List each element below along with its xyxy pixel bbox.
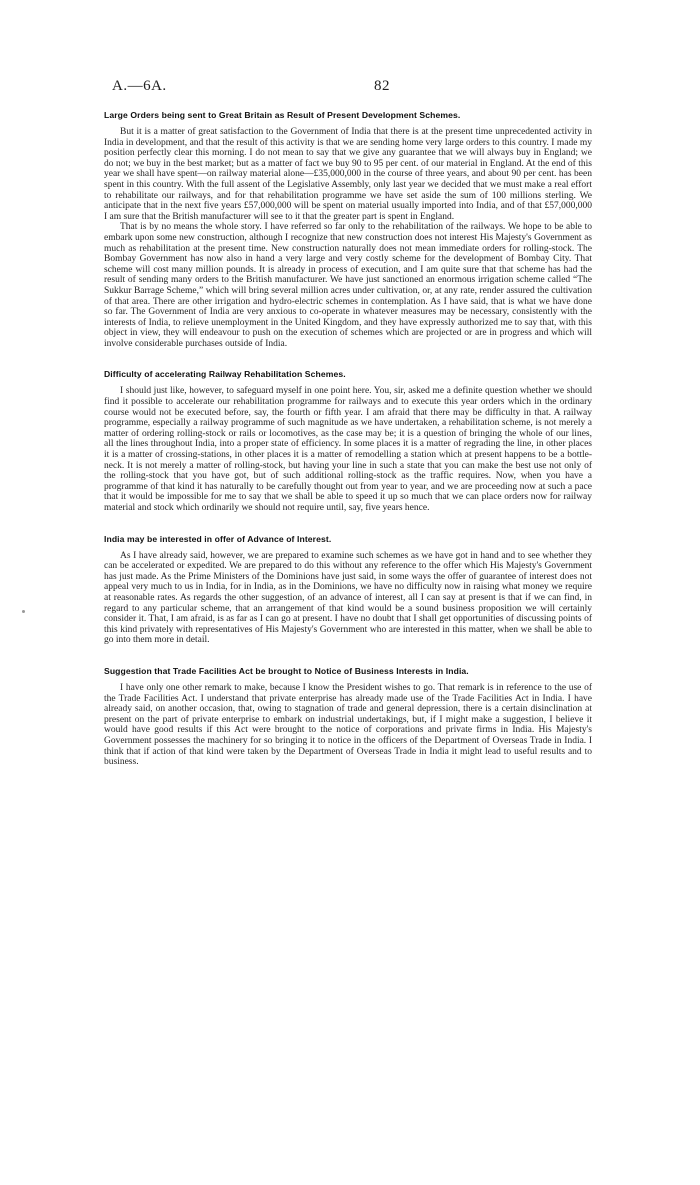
paragraph: I should just like, however, to safeguard myself in one point here. You, sir, asked me a definite question whether we should find it possible to accelerate our rehabilitation programme for railways and to execute this year orders which in the ordinary course would not be executed before, say, the fourth or fifth year. I am afraid that there may be difficulty in that. A railway programme, especially a railway programme of such magnitude as we have undertaken, a rehabilitation scheme, is not merely a matter of ordering rolling-stock or rails or locomotives, as the case may be; it is a question of bringing the whole of our lines, all the lines throughout India, into a proper state of efficiency. In some places it is a matter of regrading the line, in other places it is a matter of crossing-stations, in other places it is a matter of remodelling a station which at present happens to be a bottle-neck. It is not merely a matter of rolling-stock, but having your line in such a state that you can make the best use not only of the rolling-stock that you have got, but of such additional rolling-stock as the traffic requires. Now, when you have a programme of that kind it has naturally to be carefully thought out from year to year, and we are proceeding now at such a pace that it would be impossible for me to say that we shall be able to speed it up so much that we can place orders now for railway material and stock which ordinarily we should not require until, say, five years hence. — [104, 386, 592, 513]
paragraph: But it is a matter of great satisfaction to the Government of India that there is at the present time unprecedented activity in India in development, and that the result of this activity is that we are sending home very large orders to this country. I made my position perfectly clear this morning. I do not mean to say that we give any guarantee that we will always buy in England; we do not; we buy in the best market; but as a matter of fact we buy 90 to 95 per cent. of our material in England. At the end of this year we shall have spent—on railway material alone—£35,000,000 in the course of three years, and about 90 per cent. has been spent in this country. With the full assent of the Legislative Assembly, only last year we decided that we must make a real effort to rehabilitate our railways, and for that rehabilitation programme we have set aside the sum of 100 millions sterling. We anticipate that in the next five years £57,000,000 will be spent on material usually imported into India, and of that £57,000,000 I am sure that the British manufacturer will see to it that the greater part is spent in England. — [104, 127, 592, 222]
document-reference: A.—6A. — [112, 78, 167, 94]
paragraph: I have only one other remark to make, because I know the President wishes to go. That remark is in reference to the use of the Trade Facilities Act. I understand that private enterprise has already made use of the Trade Facilities Act in India. I have already said, on another occasion, that, owing to stagnation of trade and general depression, there is a certain disinclination at present on the part of private enterprise to embark on industrial undertakings, but, if I might make a suggestion, I believe it would have good results if this Act were brought to the notice of corporations and private firms in India. His Majesty's Government possesses the machinery for so bringing it to notice in the officers of the Department of Overseas Trade in India. I think that if action of that kind were taken by the Department of Overseas Trade in India it might lead to useful results and to business. — [104, 682, 592, 768]
section-heading: Difficulty of accelerating Railway Rehabilitation Schemes. — [104, 369, 346, 380]
section-heading: India may be interested in offer of Advance of Interest. — [104, 533, 332, 544]
paragraph: As I have already said, however, we are prepared to examine such schemes as we have got in hand and to see whether they can be accelerated or expedited. We are prepared to do this without any reference to the offer which His Majesty's Government has just made. As the Prime Ministers of the Dominions have just said, in some ways the offer of guarantee of interest does not appeal very much to us in India, for in India, as in the Dominions, we have no difficulty now in raising what money we require at reasonable rates. As regards the other suggestion, of an advance of interest, all I can say at present is that if we can find, in regard to any particular scheme, that an arrangement of that kind would be a sound business proposition we will certainly consider it. That, I am afraid, is as far as I can go at present. I have no doubt that I shall get opportunities of discussing points of this kind privately with representatives of His Majesty's Government who are interested in this matter, when we shall be able to go into them more in detail. — [104, 550, 592, 646]
section-railway-rehabilitation — [104, 369, 592, 513]
section-advance-of-interest — [104, 534, 592, 646]
section-heading: Large Orders being sent to Great Britain as Result of Present Development Schemes. — [104, 110, 461, 120]
section-heading: Suggestion that Trade Facilities Act be brought to Notice of Business Interests in India. — [104, 665, 469, 676]
section-trade-facilities-act — [104, 666, 592, 768]
page-number: 82 — [374, 78, 390, 94]
page-body — [104, 110, 592, 788]
section-large-orders — [104, 110, 592, 349]
page-header — [112, 78, 592, 98]
margin-mark — [22, 610, 25, 613]
paragraph: That is by no means the whole story. I have referred so far only to the rehabilitation of the railways. We hope to be able to embark upon some new construction, although I recognize that new construction does not interest His Majesty's Government as much as rehabilitation at the present time. New construction naturally does not mean immediate orders for rolling-stock. The Bombay Government has now also in hand a very large and very costly scheme for the development of Bombay City. That scheme will cost many million pounds. It is already in process of execution, and I am quite sure that that scheme has had the result of sending many orders to the British manufacturer. We have just sanctioned an enormous irrigation scheme called “The Sukkur Barrage Scheme,” which will bring several million acres under cultivation, or, at any rate, render assured the cultivation of that area. There are other irrigation and hydro-electric schemes in contemplation. As I have said, that is what we have done so far. The Government of India are very anxious to co-operate in whatever measures may be necessary, consistently with the interests of India, to relieve unemployment in the United Kingdom, and they have expressly authorized me to say that, with this object in view, they will endeavour to push on the execution of schemes which are projected or are in progress and which will involve considerable purchases outside of India. — [104, 222, 592, 349]
